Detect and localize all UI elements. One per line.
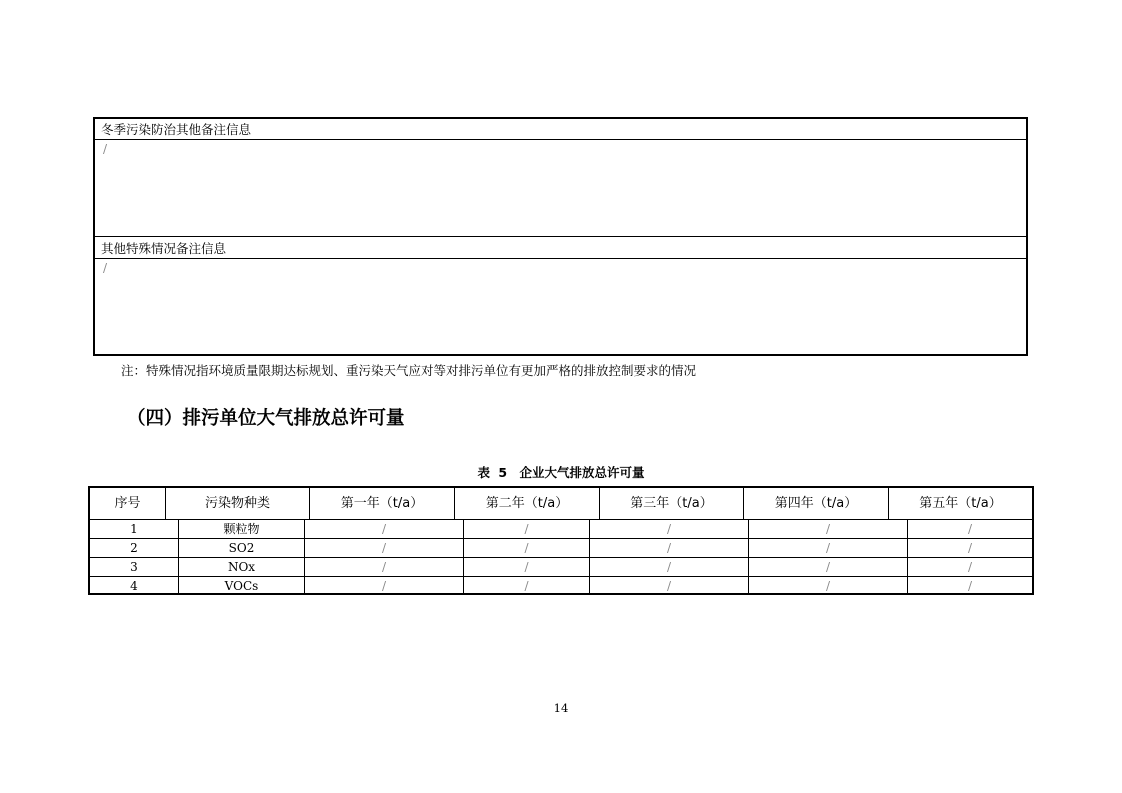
row-year2: / — [464, 520, 590, 538]
special-remarks-value: / — [103, 261, 108, 275]
table-row — [90, 558, 1032, 577]
row-year3: / — [590, 539, 749, 557]
row-year3: / — [590, 558, 749, 576]
row-year2: / — [464, 539, 590, 557]
page-number: 14 — [553, 701, 569, 715]
winter-remarks-label: 冬季污染防治其他备注信息 — [95, 119, 1026, 140]
header-cell-year5: 第五年（t/a） — [919, 496, 1002, 511]
table-header-row — [90, 488, 1032, 520]
row-year2: / — [464, 558, 590, 576]
row-year4: / — [749, 577, 908, 595]
row-year4: / — [749, 520, 908, 538]
row-year5: / — [967, 522, 973, 536]
row-no: 2 — [90, 539, 179, 557]
section-heading: （四）排污单位大气排放总许可量 — [127, 408, 405, 429]
row-year1: / — [305, 520, 464, 538]
row-year5: / — [967, 579, 973, 593]
row-year1: / — [305, 539, 464, 557]
row-pollutant: VOCs — [179, 577, 305, 595]
row-year4: / — [749, 539, 908, 557]
header-cell-pollutant: 污染物种类 — [166, 488, 310, 519]
row-year3: / — [590, 520, 749, 538]
row-year2: / — [464, 577, 590, 595]
row-year1: / — [305, 558, 464, 576]
row-pollutant: NOx — [179, 558, 305, 576]
table-row — [90, 520, 1032, 539]
row-year3: / — [590, 577, 749, 595]
row-pollutant: SO2 — [179, 539, 305, 557]
table-row — [90, 577, 1032, 596]
header-cell-no: 序号 — [90, 488, 166, 519]
header-cell-year1: 第一年（t/a） — [310, 488, 455, 519]
row-year5: / — [967, 560, 973, 574]
row-year1: / — [305, 577, 464, 595]
table-caption: 表 5 企业大气排放总许可量 — [477, 465, 645, 480]
table-note: 注：特殊情况指环境质量限期达标规划、重污染天气应对等对排污单位有更加严格的排放控制要求的情况 — [121, 363, 697, 378]
remarks-box — [93, 117, 1028, 356]
row-no: 1 — [90, 520, 179, 538]
special-remarks-label: 其他特殊情况备注信息 — [95, 238, 1026, 259]
table-row — [90, 539, 1032, 558]
header-cell-year3: 第三年（t/a） — [600, 488, 744, 519]
row-no: 3 — [90, 558, 179, 576]
header-cell-year4: 第四年（t/a） — [744, 488, 889, 519]
winter-remarks-value: / — [95, 141, 1026, 237]
row-year4: / — [749, 558, 908, 576]
emission-permit-table — [88, 486, 1034, 595]
row-no: 4 — [90, 577, 179, 595]
row-year5: / — [967, 541, 973, 555]
row-pollutant: 颗粒物 — [179, 520, 305, 538]
header-cell-year2: 第二年（t/a） — [455, 488, 600, 519]
